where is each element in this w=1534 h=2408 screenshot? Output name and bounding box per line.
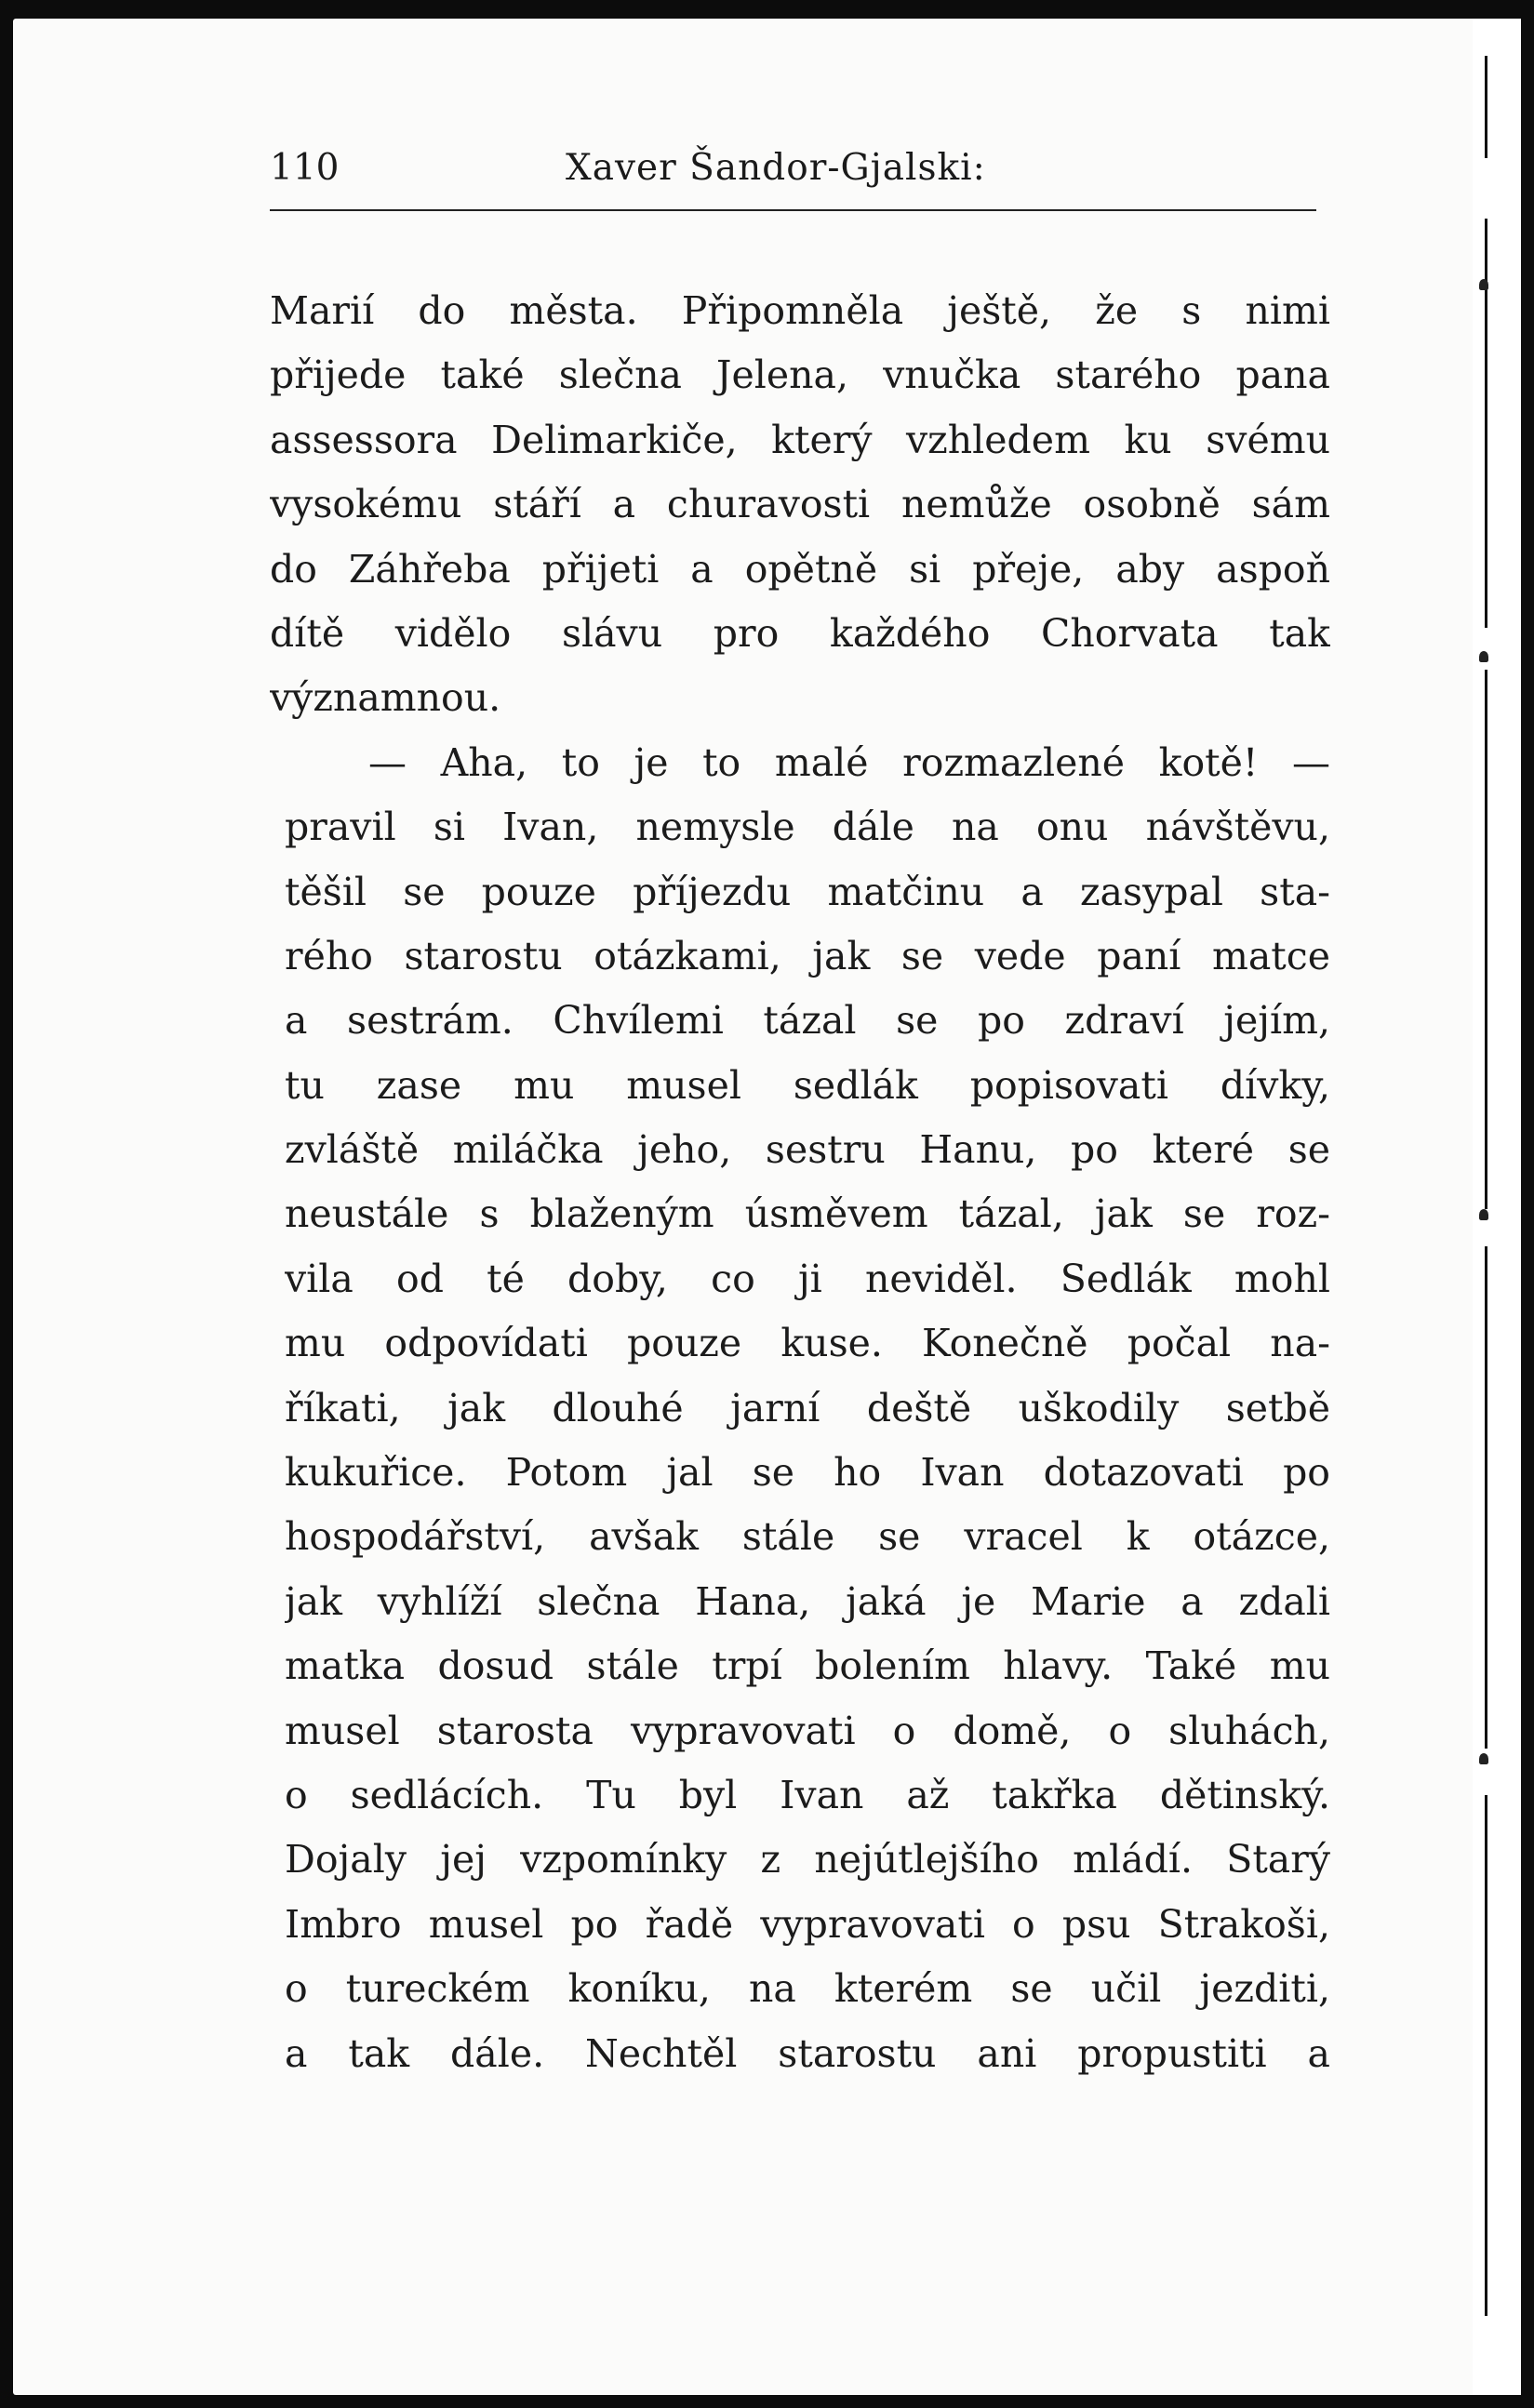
binding-edge-line bbox=[1485, 670, 1487, 1209]
text-line: a tak dále. Nechtěl starostu ani propustiti a bbox=[285, 2030, 1330, 2076]
text-line: matka dosud stále trpí bolením hlavy. Také mu bbox=[285, 1643, 1330, 1689]
header-rule bbox=[270, 209, 1316, 211]
text-line: assessora Delimarkiče, který vzhledem ku svému bbox=[270, 417, 1330, 462]
body-text bbox=[270, 279, 1330, 2086]
text-line: musel starosta vypravovati o domě, o sluhách, bbox=[285, 1708, 1330, 1753]
text-line: hospodářství, avšak stále se vracel k otázce, bbox=[285, 1514, 1330, 1560]
binding-edge-line bbox=[1485, 56, 1487, 158]
text-line: Dojaly jej vzpomínky z nejútlejšího mládí. Starý bbox=[285, 1837, 1330, 1882]
binding-mark bbox=[1479, 651, 1488, 662]
text-line: rého starostu otázkami, jak se vede paní matce bbox=[285, 933, 1330, 978]
text-line: tu zase mu musel sedlák popisovati dívky, bbox=[285, 1062, 1330, 1108]
text-line: o tureckém koníku, na kterém se učil jezditi, bbox=[285, 1966, 1330, 2012]
text-line: říkati, jak dlouhé jarní deště uškodily setbě bbox=[285, 1385, 1330, 1430]
text-line: Marií do města. Připomněla ještě, že s nimi bbox=[270, 288, 1330, 333]
binding-edge-line bbox=[1485, 1246, 1487, 1749]
text-line: pravil si Ivan, nemysle dále na onu návštěvu, bbox=[285, 805, 1330, 850]
text-line: vysokému stáří a churavosti nemůže osobně sám bbox=[270, 482, 1330, 527]
text-line: vila od té doby, co ji neviděl. Sedlák mohl bbox=[285, 1256, 1330, 1301]
text-line: dítě vidělo slávu pro každého Chorvata tak bbox=[270, 610, 1330, 656]
text-line: kukuřice. Potom jal se ho Ivan dotazovati po bbox=[285, 1450, 1330, 1496]
text-line: neustále s blaženým úsměvem tázal, jak se roz- bbox=[285, 1191, 1330, 1237]
page-header bbox=[270, 147, 1316, 203]
binding-mark bbox=[1479, 1209, 1488, 1220]
text-line: významnou. bbox=[270, 675, 501, 721]
text-line: do Záhřeba přijeti a opětně si přeje, aby aspoň bbox=[270, 546, 1330, 592]
text-line: a sestrám. Chvílemi tázal se po zdraví jejím, bbox=[285, 998, 1330, 1044]
text-line: o sedlácích. Tu byl Ivan až takřka dětinský. bbox=[285, 1772, 1330, 1817]
text-line: jak vyhlíží slečna Hana, jaká je Marie a zdali bbox=[285, 1578, 1330, 1624]
text-line: přijede také slečna Jelena, vnučka starého pana bbox=[270, 353, 1330, 398]
running-title: Xaver Šandor-Gjalski: bbox=[566, 147, 986, 189]
binding-edge-line bbox=[1485, 1795, 1487, 2316]
scan-margin bbox=[1473, 19, 1521, 2395]
text-line: Imbro musel po řadě vypravovati o psu Strakoši, bbox=[285, 1901, 1330, 1947]
text-line: těšil se pouze příjezdu matčinu a zasypal sta- bbox=[285, 869, 1330, 914]
binding-mark bbox=[1479, 1753, 1488, 1764]
page-number: 110 bbox=[270, 147, 340, 189]
binding-mark bbox=[1479, 279, 1488, 290]
text-line: mu odpovídati pouze kuse. Konečně počal na- bbox=[285, 1321, 1330, 1366]
text-line: zvláště miláčka jeho, sestru Hanu, po které se bbox=[285, 1127, 1330, 1173]
text-line: — Aha, to je to malé rozmazlené kotě! — bbox=[368, 739, 1330, 785]
